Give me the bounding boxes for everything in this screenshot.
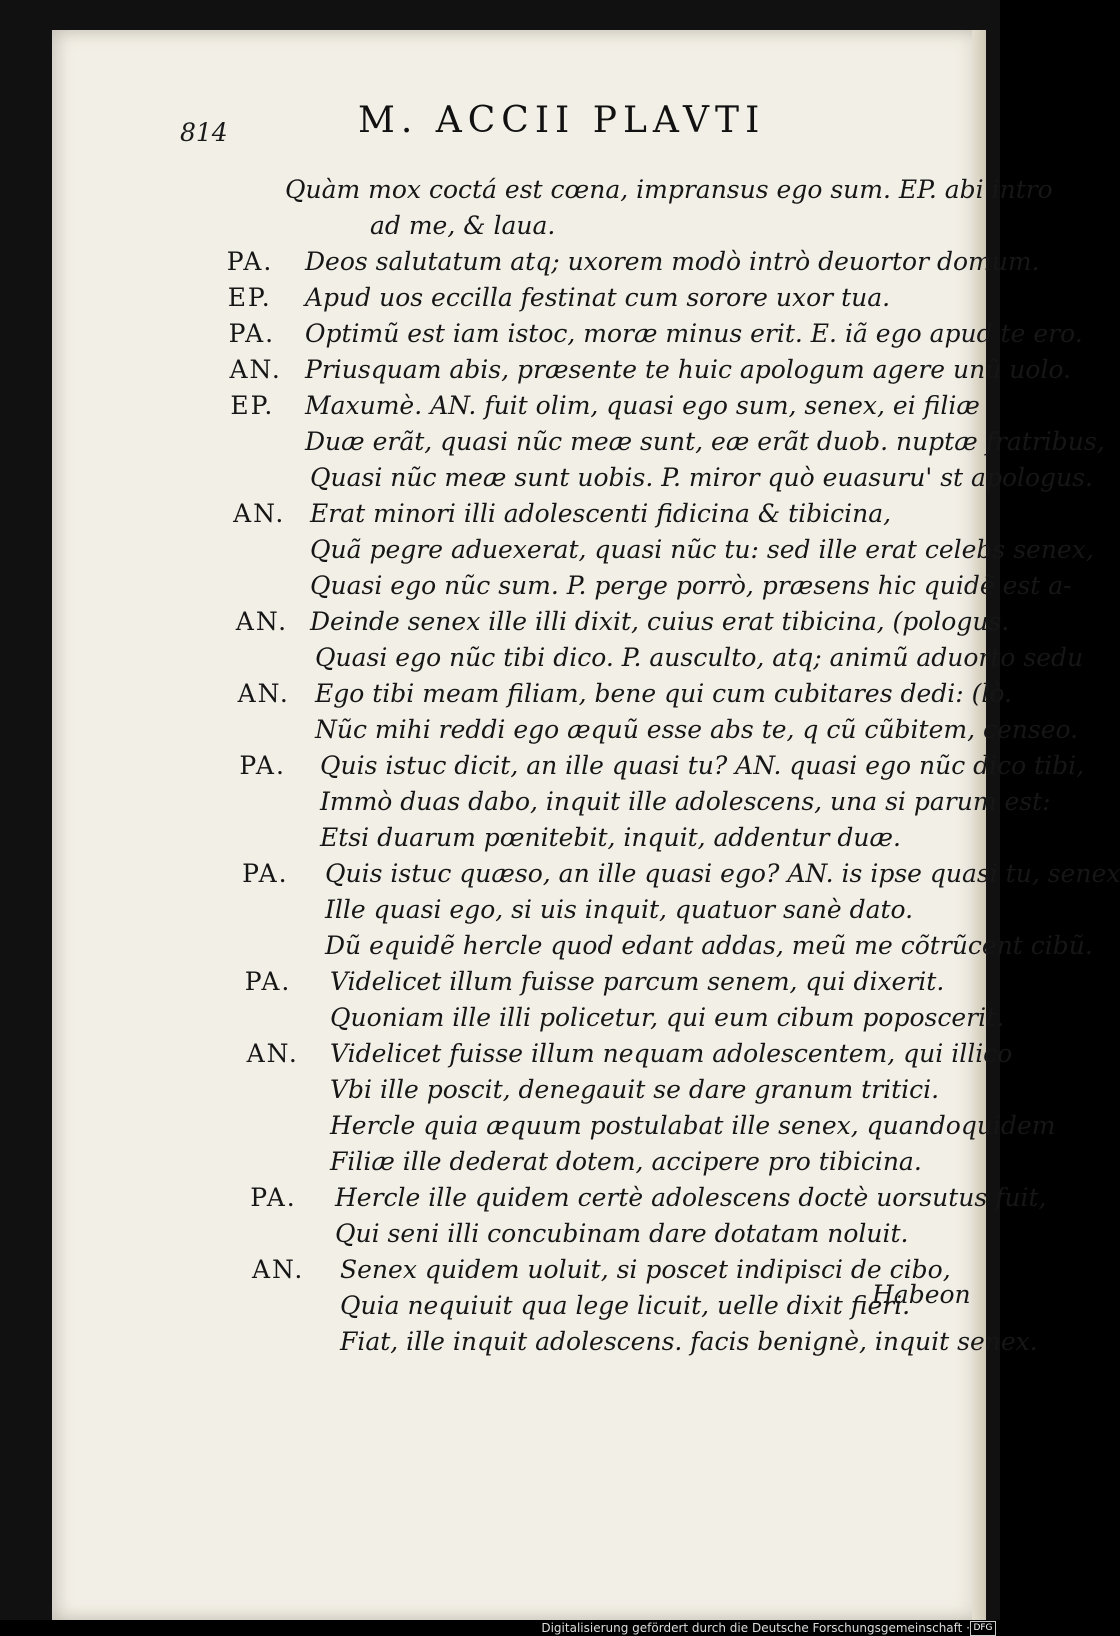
text-line [180,1252,960,1288]
text-line [180,1216,960,1252]
speaker-label: PA. [228,319,276,348]
verse-text: Senex quidem uoluit, si poscet indipisci de cibo, [340,1255,951,1284]
text-line [180,352,1072,388]
verse-text: Immò duas dabo, inquit ille adolescens, una si parum est: [320,787,1051,816]
verse-text: Fiat, ille inquit adolescens. facis benignè, inquit senex. [340,1327,1038,1356]
verse-text: Quã pegre aduexerat, quasi nũc tu: sed ille erat celebs senex, [310,535,1094,564]
speaker-label: PA. [239,751,286,780]
verse-text: Ille quasi ego, si uis inquit, quatuor sanè dato. [325,895,914,924]
speaker-label: AN. [246,1039,299,1068]
verse-text: Hercle ille quidem certè adolescens doctè uorsutus fuit, [335,1183,1047,1212]
text-line [180,388,980,424]
verse-text: Qui seni illi concubinam dare dotatam noluit. [335,1219,909,1248]
verse-text: Deinde senex ille illi dixit, cuius erat tibicina, (pologus. [310,607,1010,636]
text-line [180,856,1120,892]
play-text [180,172,1120,1360]
verse-text: Dũ equidẽ hercle quod edant addas, meũ me cõtrũcent cibũ. [325,931,1093,960]
running-title: M. ACCII PLAVTI [358,100,766,141]
speaker-label: AN. [235,607,289,636]
speaker-label: AN. [233,499,286,528]
verse-text: Erat minori illi adolescenti fidicina & tibicina, [310,499,892,528]
verse-text: Apud uos eccilla festinat cum sorore uxor tua. [305,283,891,312]
verse-text: Quia nequiuit qua lege licuit, uelle dixit fieri. [340,1291,911,1320]
text-line [180,1072,960,1108]
text-line [180,892,960,928]
text-line [180,1324,1038,1360]
page-number: 814 [180,118,228,147]
catchword: Habeon [872,1280,971,1309]
text-line [180,460,1093,496]
speaker-label: PA. [250,1183,297,1212]
verse-text: Quis istuc dicit, an ille quasi tu? AN. quasi ego nũc dico tibi, [320,751,1085,780]
text-line [180,640,1084,676]
text-line [180,496,960,532]
text-line [180,172,1053,208]
text-line [180,604,1010,640]
verse-text: Quis istuc quæso, an ille quasi ego? AN. is ipse quasi tu, senex [325,859,1120,888]
text-line [180,1288,960,1324]
verse-text: Nũc mihi reddi ego æquũ esse abs te, q cũ cũbitem, censeo. [315,715,1079,744]
verse-text: Ego tibi meam filiam, bene qui cum cubitares dedi: (lò. [315,679,1012,708]
speaker-label: AN. [237,679,290,708]
text-line [180,316,1083,352]
text-line [180,424,1105,460]
verse-text: Etsi duarum pœnitebit, inquit, addentur duæ. [320,823,901,852]
verse-text: Quàm mox coctá est cœna, impransus ego sum. EP. abi intro [285,175,1053,204]
speaker-label: PA. [226,247,274,276]
text-line [180,208,960,244]
speaker-label: EP. [230,391,275,420]
speaker-label: PA. [244,967,292,996]
speaker-label: EP. [227,283,272,312]
verse-text: Filiæ ille dederat dotem, accipere pro tibicina. [330,1147,922,1176]
verse-text: Duæ erãt, quasi nũc meæ sunt, eæ erãt duob. nuptæ fratribus, [305,427,1105,456]
text-line [180,1108,1056,1144]
text-line [180,1000,1005,1036]
text-line [180,712,1079,748]
verse-text: Optimũ est iam istoc, moræ minus erit. E. iã ego apud te ero. [305,319,1083,348]
text-line [180,820,960,856]
verse-text: Videlicet fuisse illum nequam adolescentem, qui illico [330,1039,1013,1068]
text-line [180,1144,960,1180]
verse-text: Priusquam abis, præsente te huic apologum agere unũ uolo. [305,355,1072,384]
verse-text: Videlicet illum fuisse parcum senem, qui dixerit. [330,967,945,996]
text-line [180,928,1093,964]
text-line [180,784,1051,820]
verse-text: Quasi ego nũc tibi dico. P. ausculto, atq; animũ aduorto sedu [315,643,1084,672]
speaker-label: PA. [242,859,289,888]
verse-text: Quasi nũc meæ sunt uobis. P. miror quò euasuru' st apologus. [310,463,1093,492]
verse-text: Hercle quia æquum postulabat ille senex, quandoquidem [330,1111,1056,1140]
text-line [180,748,1085,784]
speaker-label: AN. [229,355,282,384]
verse-text: Quasi ego nũc sum. P. perge porrò, præsens hic quidẽ est a- [310,571,1072,600]
text-line [180,964,960,1000]
text-line [180,1180,1047,1216]
footer-credit: Digitalisierung gefördert durch die Deutsche Forschungsgemeinschaft · [541,1621,970,1635]
verse-text: Quoniam ille illi policetur, qui eum cibum poposcerit. [330,1003,1005,1032]
text-line [180,532,1094,568]
text-line [180,1036,1013,1072]
text-line [180,568,1072,604]
text-line [180,676,1012,712]
verse-text: Vbi ille poscit, denegauit se dare granum tritici. [330,1075,940,1104]
verse-text: Maxumè. AN. fuit olim, quasi ego sum, senex, ei filiæ [305,391,980,420]
text-line [180,244,1040,280]
verse-text: Deos salutatum atq; uxorem modò intrò deuortor domum. [305,247,1040,276]
verse-text: ad me, & laua. [370,211,556,240]
dfg-logo: DFG [970,1621,996,1636]
text-line [180,280,960,316]
speaker-label: AN. [252,1255,305,1284]
